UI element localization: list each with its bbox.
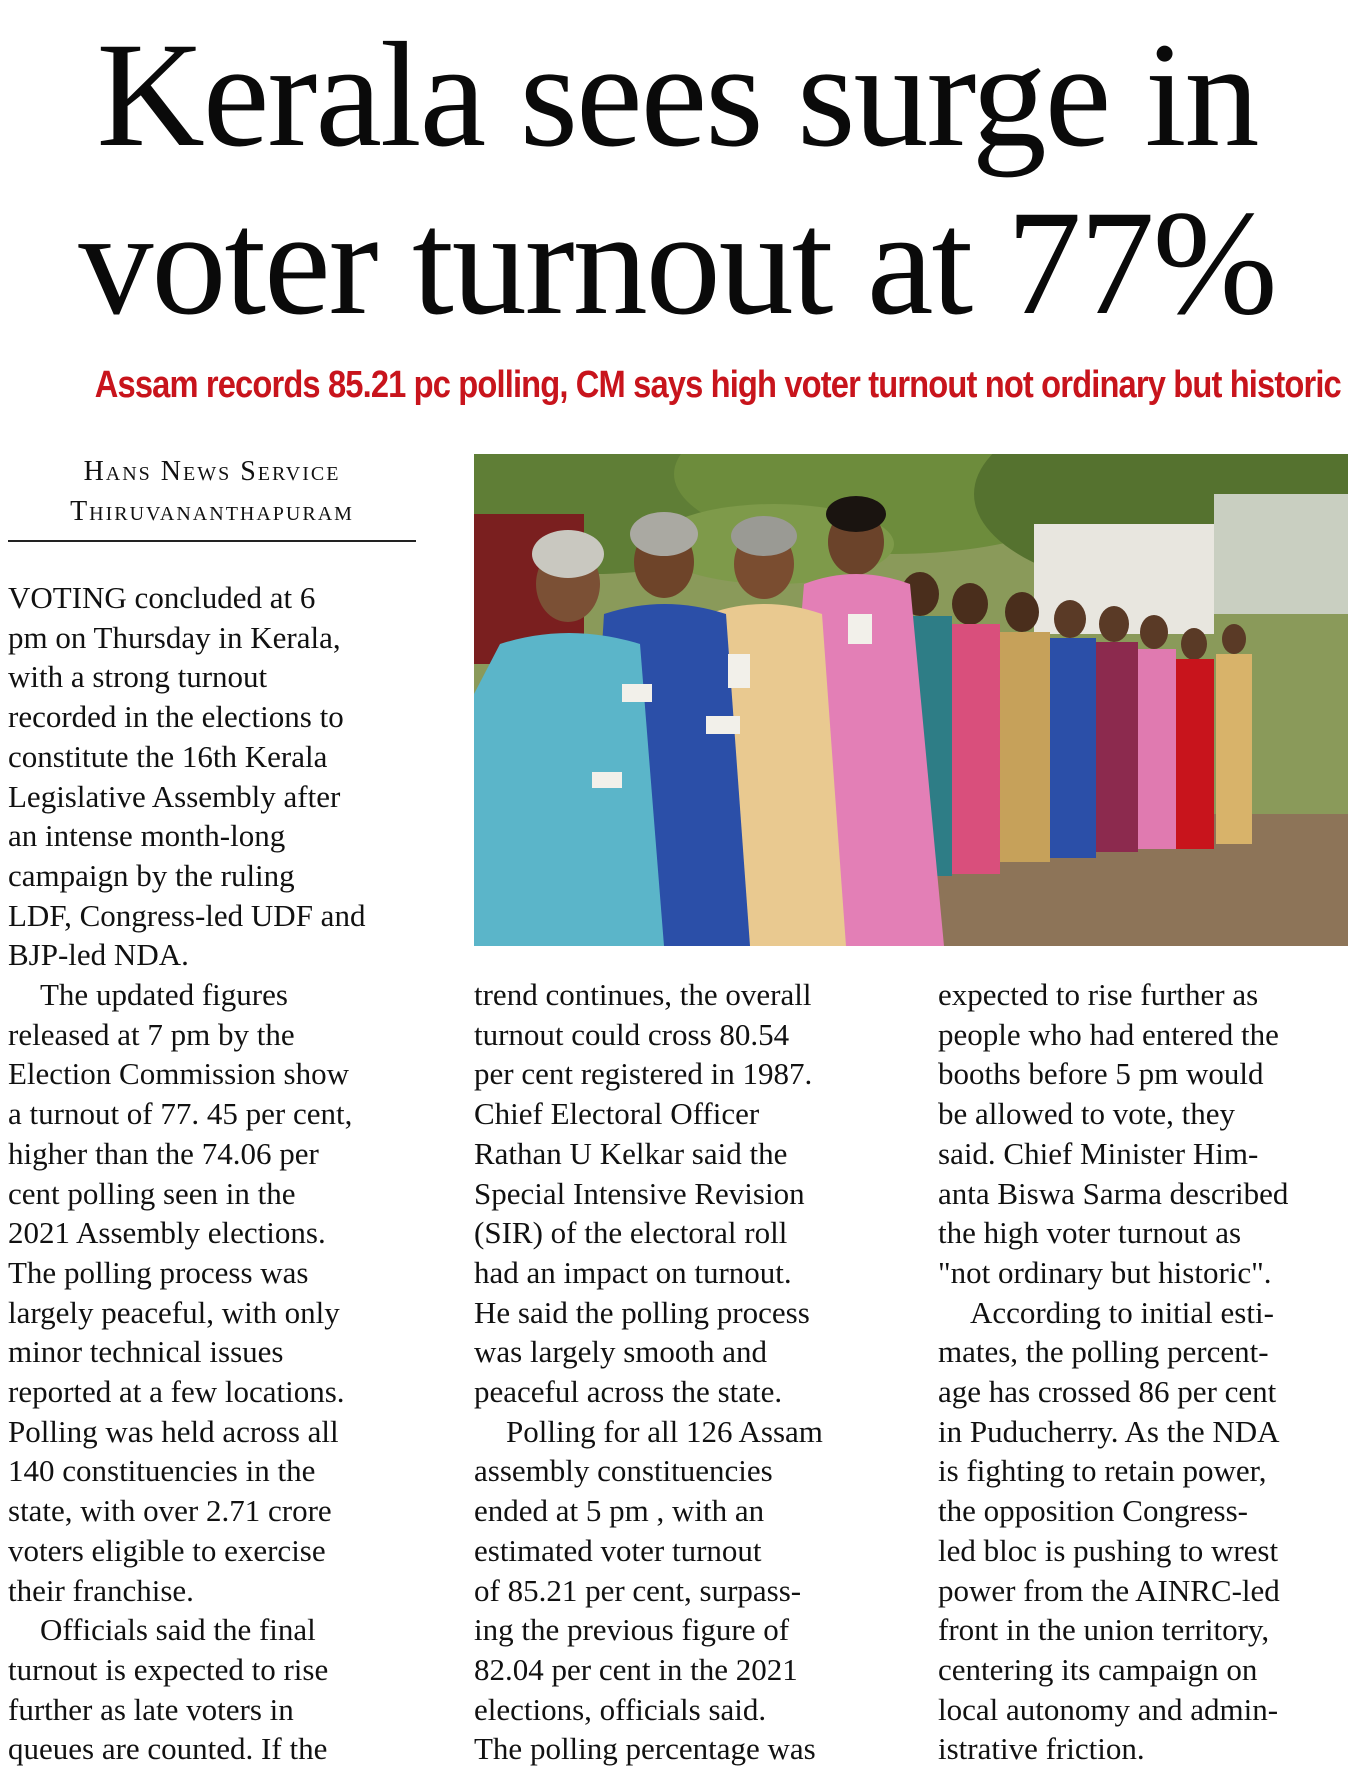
article-line: an intense month-long [8,818,286,854]
article-line: Polling was held across all [8,1413,339,1449]
article-line: the opposition Congress- [938,1493,1248,1529]
article-line: "not ordinary but historic". [938,1254,1272,1290]
byline-location: Thiruvananthapuram [70,496,354,527]
article-line: The updated figures [40,977,288,1013]
article-line: said. Chief Minister Him- [938,1135,1259,1171]
article-line: minor technical issues [8,1334,284,1370]
article-line: peaceful across the state. [474,1374,783,1410]
article-line: reported at a few locations. [8,1374,345,1410]
article-line: released at 7 pm by the [8,1016,295,1052]
headline-line-1: Kerala sees surge in [96,12,1258,178]
article-line: assembly constituencies [474,1453,773,1489]
article-line: trend continues, the overall [474,977,812,1012]
byline-divider [8,540,416,542]
voters-queue-photo [474,454,1348,946]
article-line: a turnout of 77. 45 per cent, [8,1096,353,1132]
article-line: led bloc is pushing to wrest [938,1532,1279,1568]
article-line: be allowed to vote, they [938,1096,1235,1132]
article-line: cent polling seen in the [8,1175,296,1211]
article-line: was largely smooth and [474,1334,768,1370]
subheadline: Assam records 85.21 pc polling, CM says high voter turnout not ordinary but historic [94,364,1341,406]
article-line: elections, officials said. [474,1691,767,1727]
article-line: with a strong turnout [8,659,268,695]
article-line: 82.04 per cent in the 2021 [474,1651,798,1687]
article-line: Rathan U Kelkar said the [474,1135,788,1171]
article-line: largely peaceful, with only [8,1294,340,1330]
article-line: in Puducherry. As the NDA [938,1413,1280,1449]
article-line: had an impact on turnout. [474,1254,792,1290]
article-line: LDF, Congress-led UDF and [8,897,366,933]
article-line: (SIR) of the electoral roll [474,1215,788,1251]
article-line: 140 constituencies in the [8,1453,316,1489]
article-line: ing the previous figure of [474,1612,790,1648]
article-line: Special Intensive Revision [474,1175,805,1211]
article-line: Chief Electoral Officer [474,1096,760,1132]
article-line: Election Commission show [8,1056,349,1092]
article-line: According to initial esti- [970,1294,1274,1330]
article-line: voters eligible to exercise [8,1532,326,1568]
article-line: mates, the polling percent- [938,1334,1269,1370]
article-line: local autonomy and admin- [938,1691,1279,1727]
headline-line-2: voter turnout at 77% [78,180,1276,346]
article-line: Officials said the final [40,1612,316,1648]
article-line: centering its campaign on [938,1651,1258,1687]
article-line: power from the AINRC-led [938,1572,1280,1608]
article-line: turnout is expected to rise [8,1651,329,1687]
article-line: Polling for all 126 Assam [506,1413,823,1449]
article-line: The polling percentage was [474,1731,816,1767]
article-line: VOTING concluded at 6 [8,580,316,615]
article-line: booths before 5 pm would [938,1056,1264,1092]
article-line: anta Biswa Sarma described [938,1175,1289,1211]
article-line: expected to rise further as [938,977,1259,1012]
article-line: people who had entered the [938,1016,1279,1052]
article-line: age has crossed 86 per cent [938,1374,1277,1410]
article-line: BJP-led NDA. [8,937,189,973]
article-line: recorded in the elections to [8,699,344,735]
article-line: estimated voter turnout [474,1532,762,1568]
article-line: is fighting to retain power, [938,1453,1267,1489]
article-line: Legislative Assembly after [8,778,341,814]
article-line: further as late voters in [8,1691,294,1727]
article-line: 2021 Assembly elections. [8,1215,326,1251]
article-column-3 [938,975,1350,1769]
article-line: turnout could cross 80.54 [474,1016,790,1052]
article-line: state, with over 2.71 crore [8,1493,332,1529]
article-line: front in the union territory, [938,1612,1270,1648]
article-line: higher than the 74.06 per [8,1135,319,1171]
article-line: The polling process was [8,1254,309,1290]
article-line: queues are counted. If the [8,1731,328,1767]
article-line: pm on Thursday in Kerala, [8,619,341,655]
article-column-1 [8,578,424,1769]
article-line: constitute the 16th Kerala [8,738,328,774]
article-line: campaign by the ruling [8,857,295,893]
article-line: their franchise. [8,1572,194,1608]
article-line: istrative friction. [938,1731,1145,1767]
article-line: per cent registered in 1987. [474,1056,813,1092]
article-line: ended at 5 pm , with an [474,1493,765,1529]
article-line: the high voter turnout as [938,1215,1242,1251]
article-line: He said the polling process [474,1294,810,1330]
byline-agency: Hans News Service [83,456,341,487]
article-column-2 [474,975,884,1769]
article-line: of 85.21 per cent, surpass- [474,1572,802,1608]
